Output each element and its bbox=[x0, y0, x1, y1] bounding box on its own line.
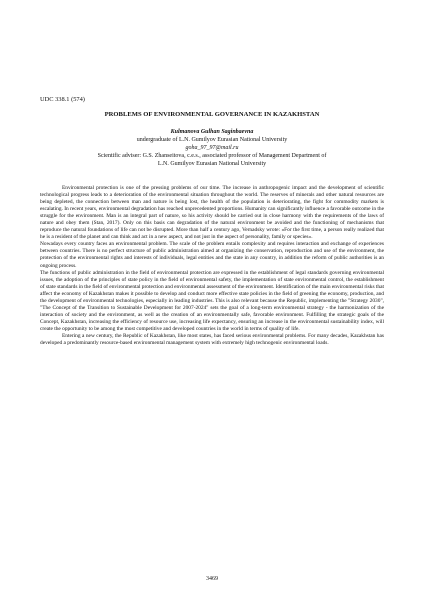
adviser-line-1: Scientific adviser: G.S. Zhansеitova, c.e.s., associated professor of Management Department of bbox=[97, 153, 327, 159]
paragraph: Entering a new century, the Republic of Kazakhstan, like most states, has faced serious environmental problems. For many decades, Kazakhstan has developed a predominantly resource-based environmental management system with extremely high technogenic environmental loads. bbox=[40, 332, 384, 347]
author-email: goha_97_97@mail.ru bbox=[185, 145, 239, 151]
article-title: PROBLEMS OF ENVIRONMENTAL GOVERNANCE IN KAZAKHSTAN bbox=[104, 111, 320, 118]
udc-code: UDC 338.1 (574) bbox=[40, 96, 85, 103]
adviser-line-2: L.N. Gumilyov Eurasian National University bbox=[157, 161, 267, 167]
author-affiliation: undergraduate of L.N. Gumilyov Eurasian National University bbox=[136, 137, 288, 143]
paragraph: The functions of public administration in the field of environmental protection are expressed in the establishment of legal standards governing environmental issues, the adoption of the principles of state policy in the field of environmental safety, the implementation of state environmental control, the establishment of state standards in the field of environmental protection and environmental assessment of the environment. Identification of the main environmental risks that affect the economy of Kazakhstan makes it possible to develop and conduct more effective state policies in the field of greening the economy, production, and the development of environmental technologies, especially in leading industries. This is also relevant because the Republic, implementing the "Strategy 2030", "The Concept of the Transition to Sustainable Development for 2007-2024" sets the goal of a long-term environmental strategy - the harmonization of the interaction of society and the environment, as well as the creation of an environmentally safe, favorable environment. Fulfilling the strategic goals of the Concept, Kazakhstan, increasing the efficiency of resource use, increasing life expectancy, ensuring an increase in the environmental sustainability index, will create the opportunity to be among the most competitive and developed countries in the world in terms of quality of life. bbox=[40, 269, 385, 332]
page-number: 3469 bbox=[206, 576, 218, 582]
paragraph: Nowadays every country faces an environmental problem. The scale of the problem entails complexity and requires interaction and exchange of experiences between countries. There is no perfect structure of public administration aimed at organizing the conservation, reproduction and use of the environment, the protection of the environmental rights and interests of individuals, legal entities and the state in any country, in addition the reform of public authorities is an ongoing process. bbox=[40, 241, 384, 269]
article-body bbox=[40, 185, 384, 347]
paragraph: Environmental protection is one of the pressing problems of our time. The increase in anthropogenic impact and the development of scientific technological progress leads to a deterioration of the environmental situation throughout the world. The reserves of minerals and other natural resources are being depleted, the connection between man and nature is being lost, the health of the population is deteriorating, the fight for commodity markets is escalating. In recent years, environmental degradation has reached unprecedented proportions. Humanity can significantly influence a favorable outcome in the struggle for the environment. Man is an integral part of nature, so his activity should be carried out in close harmony with the requirements of the laws of nature and obey them (Stan, 2017). Only on this basis can degradation of the natural environment be avoided and the functioning of mechanisms that reproduce the natural foundations of life can not be disrupted. More than half a century ago, Vernadsky wrote: «For the first time, a person really realized that he is a resident of the planet and can think and act in a new aspect, and not just in the aspect of personality, family or species». bbox=[40, 185, 384, 241]
author-name: Kulmanova Gulhan Saginbaevna bbox=[170, 129, 254, 135]
author-block bbox=[40, 128, 384, 168]
